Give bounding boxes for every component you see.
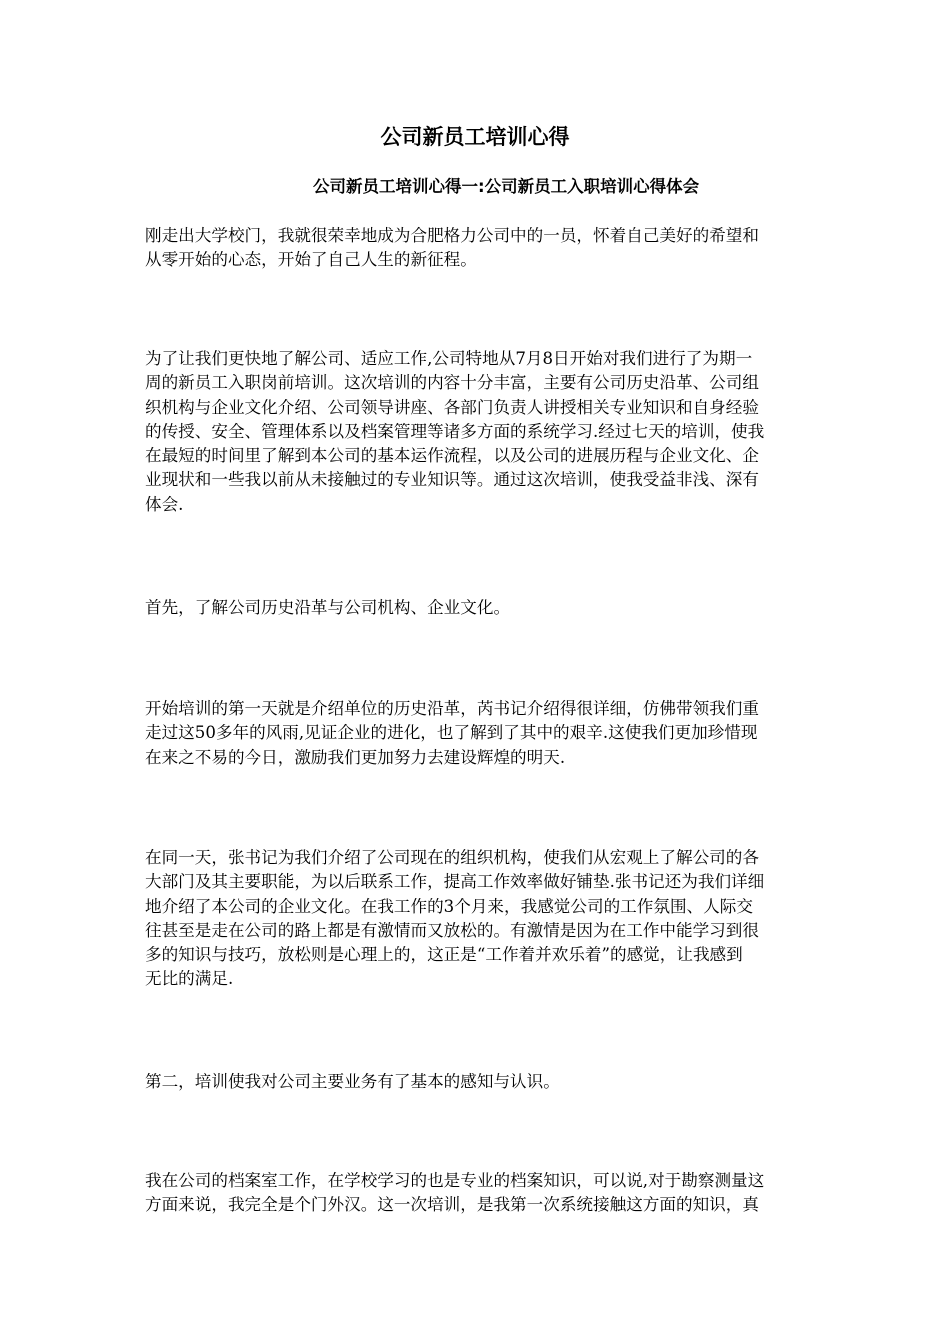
paragraph-line: 业现状和一些我以前从未接触过的专业知识等。通过这次培训，使我受益非浅、深有 [145, 470, 759, 490]
paragraph-line: 的传授、安全、管理体系以及档案管理等诸多方面的系统学习.经过七天的培训，使我 [145, 421, 765, 441]
paragraph-line: 首先，了解公司历史沿革与公司机构、企业文化。 [145, 598, 511, 617]
paragraph-2 [145, 347, 809, 517]
paragraph-line: 走过这50多年的风雨,见证企业的进化，也了解到了其中的艰辛.这使我们更加珍惜现 [145, 723, 758, 743]
paragraph-line: 第二，培训使我对公司主要业务有了基本的感知与认识。 [145, 1072, 560, 1091]
document-title: 公司新员工培训心得 [380, 125, 570, 149]
paragraph-3 [145, 596, 809, 620]
paragraph-line: 在最短的时间里了解到本公司的基本运作流程，以及公司的进展历程与企业文化、企 [145, 446, 759, 466]
paragraph-4 [145, 697, 809, 770]
paragraph-line: 在同一天，张书记为我们介绍了公司现在的组织机构，使我们从宏观上了解公司的各 [145, 848, 759, 867]
paragraph-7 [145, 1169, 809, 1218]
paragraph-line: 周的新员工入职岗前培训。这次培训的内容十分丰富，主要有公司历史沿革、公司组 [145, 373, 759, 393]
paragraph-line: 地介绍了本公司的企业文化。在我工作的3个月来，我感觉公司的工作氛围、人际交 [145, 896, 753, 916]
paragraph-line: 刚走出大学校门，我就很荣幸地成为合肥格力公司中的一员，怀着自己美好的希望和 [145, 226, 759, 245]
paragraph-line: 织机构与企业文化介绍、公司领导讲座、各部门负责人讲授相关专业知识和自身经验 [145, 397, 759, 417]
paragraph-line: 从零开始的心态，开始了自己人生的新征程。 [145, 250, 477, 270]
paragraph-line: 体会. [145, 494, 184, 514]
document-subtitle: 公司新员工培训心得一:公司新员工入职培训心得体会 [313, 177, 700, 196]
paragraph-line: 在来之不易的今日，激励我们更加努力去建设辉煌的明天. [145, 747, 566, 767]
paragraph-line: 往甚至是走在公司的路上都是有激情而又放松的。有激情是因为在工作中能学习到很 [145, 920, 759, 940]
paragraph-line: 为了让我们更快地了解公司、适应工作,公司特地从7月8日开始对我们进行了为期一 [145, 349, 753, 368]
paragraph-line: 方面来说，我完全是个门外汉。这一次培训，是我第一次系统接触这方面的知识，真 [145, 1195, 759, 1215]
paragraph-line: 无比的满足. [145, 969, 234, 989]
paragraph-line: 开始培训的第一天就是介绍单位的历史沿革，芮书记介绍得很详细，仿佛带领我们重 [145, 699, 759, 718]
paragraph-1 [145, 224, 809, 273]
paragraph-line: 大部门及其主要职能，为以后联系工作，提高工作效率做好铺垫.张书记还为我们详细 [145, 872, 765, 892]
paragraph-line: 多的知识与技巧，放松则是心理上的，这正是“工作着并欢乐着”的感觉，让我感到 [145, 945, 743, 965]
paragraph-5 [145, 846, 809, 992]
paragraph-6 [145, 1070, 809, 1094]
paragraph-line: 我在公司的档案室工作，在学校学习的也是专业的档案知识，可以说,对于勘察测量这 [145, 1171, 765, 1190]
